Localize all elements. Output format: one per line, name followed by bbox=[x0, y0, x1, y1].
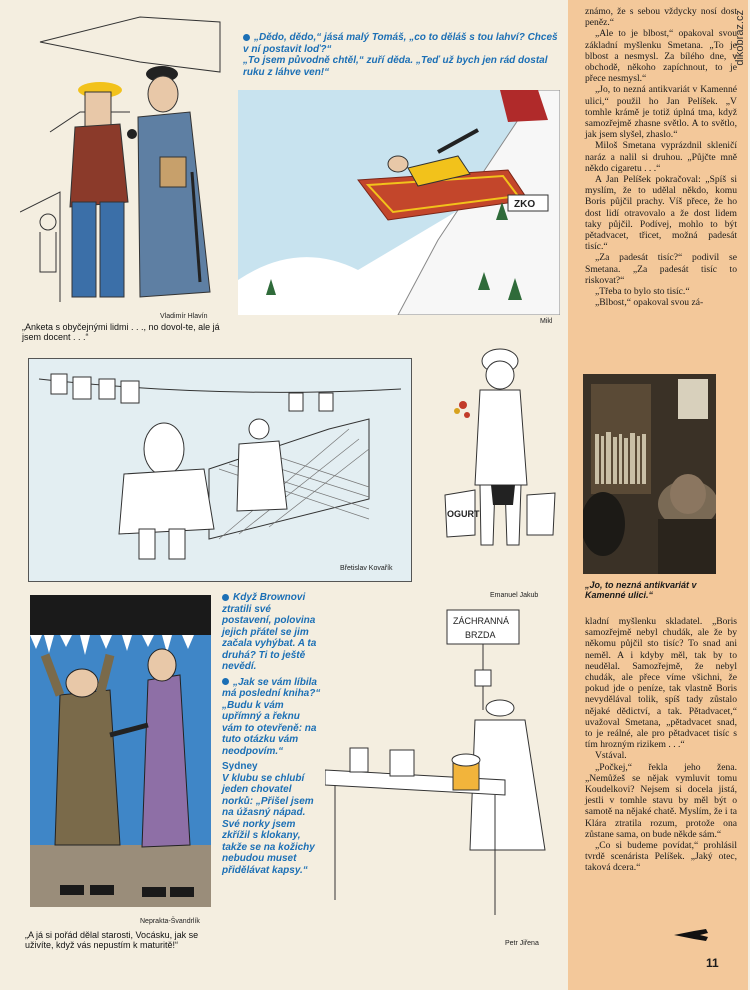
jokes-column bbox=[222, 592, 322, 876]
top-joke-caption bbox=[243, 32, 563, 78]
joke-book: „Jak se vám líbila má poslední kniha?“ „Budu k vám upřímný a řeknu vám to otevřeně: na tuto otázku vám neodpovím.“ bbox=[222, 676, 321, 757]
story-text-top bbox=[585, 6, 737, 308]
cartoon-emergency-brake bbox=[325, 600, 565, 930]
story-paragraph: A Jan Pelíšek pokračoval: „Spíš si myslím, že to udělal někdo, komu Boris půjčil prachy. Víš přece, že ho dost lidí otravovalo a že dost lidem taky půjčil. Podívej, mohlo to být pětadvacet, třicet, možná padesát tisíc.“ bbox=[585, 174, 737, 253]
bullet-icon bbox=[222, 594, 229, 601]
yogurt-bag-label: OGURT bbox=[447, 509, 480, 519]
cartoon-robbery bbox=[30, 595, 211, 907]
credit-hlavin: Vladimír Hlavín bbox=[160, 313, 208, 320]
joke-line: „To jsem původně chtěl,“ zuří děda. „Teď už bych jen rád dostal ruku z láhve ven!“ bbox=[243, 55, 548, 78]
bullet-icon bbox=[243, 34, 250, 41]
cartoon-interview bbox=[20, 12, 230, 312]
story-paragraph: Vstával. bbox=[595, 750, 627, 762]
story-paragraph: „Počkej,“ řekla jeho žena. „Nemůžeš se nějak vymluvit tomu Koudelkovi? Nejsem si docela jistá, jestli v tomhle stavu by měl být o samotě na nějaké chatě. Myslím, že i ta Klára ztratila rozum, protože ona zůstane sama, on bude někde sám.“ bbox=[585, 761, 737, 840]
cartoon-laundry bbox=[28, 358, 412, 582]
cartoon-shopper bbox=[435, 345, 565, 577]
joke-heading-sydney: Sydney bbox=[222, 761, 258, 772]
story-paragraph: „Ale to je blbost,“ opakoval svou základní myšlenku Smetana. „To je blbost a nesmysl. Za bílého dne, v obchodě, někoho zapíchnout, to je přece nesmysl.“ bbox=[585, 28, 737, 85]
credit-mikl: Mikl bbox=[540, 318, 553, 325]
credit-jirena: Petr Jiřena bbox=[505, 940, 539, 947]
story-text-bottom bbox=[585, 616, 737, 874]
cartoon-interview-caption: „Anketa s obyčejnými lidmi . . ., no dovol-te, ale já jsem docent . . .“ bbox=[22, 322, 220, 342]
carpet-sign: ZKO bbox=[514, 199, 536, 210]
bullet-icon bbox=[222, 678, 229, 685]
brake-sign-line1: ZÁCHRANNÁ bbox=[453, 616, 510, 626]
story-paragraph: „Za padesát tisíc?“ podivil se Smetana. „Za padesát tisíc to riskovat?“ bbox=[585, 252, 737, 286]
story-photo bbox=[583, 374, 716, 574]
credit-kovarik: Břetislav Kovařík bbox=[340, 565, 393, 572]
story-paragraph: „Blbost,“ opakoval svou zá- bbox=[595, 297, 704, 309]
story-paragraph: Miloš Smetana vyprázdnil skleničí naráz a nalil si druhou. „Půjčte mně někdo cigaretu . . .“ bbox=[585, 140, 737, 174]
cartoon-flying-carpet bbox=[238, 90, 560, 315]
cartoon-robbery-caption: „A já si pořád dělal starosti, Vocásku, jak se uživíte, když vás nepustím k maturitě!“ bbox=[25, 930, 199, 950]
photo-caption: „Jo, to nezná antikvariát v Kamenné ulici.“ bbox=[585, 580, 697, 600]
joke-brown: Když Brownovi ztratili své postavení, polovina jejich přátel se jim začala vyhýbat. A ta druhá? Ti to ještě nevědí. bbox=[222, 592, 317, 672]
credit-jakub: Emanuel Jakub bbox=[490, 592, 539, 599]
joke-minks: V klubu se chlubí jeden chovatel norků: „Přišel jsem na úžasný nápad. Své norky jsem zkřížil s klokany, takže se na kožichy nebudou muset přidělávat kapsy.“ bbox=[222, 772, 315, 876]
story-paragraph: „Třeba to bylo sto tisíc.“ bbox=[595, 286, 690, 298]
site-watermark: dikobraz.cz bbox=[734, 10, 746, 66]
credit-neprakta: Neprakta-Švandrlík bbox=[140, 918, 200, 925]
story-paragraph: „Co si budeme povídat,“ prohlásil tvrdě scenárista Pelíšek. „Jaký otec, taková dcera.“ bbox=[585, 840, 737, 874]
story-paragraph: „Jo, to nezná antikvariát v Kamenné ulici,“ použil ho Jan Pelíšek. „V tomhle krámě je totiž úplná tma, když samozřejmě zhasne světlo. A to světlo, jak jsem slyšel, zhaslo.“ bbox=[585, 84, 737, 141]
joke-line: „Dědo, dědo,“ jásá malý Tomáš, „co to děláš s tou lahví? Chceš v ní postavit loď?“ bbox=[243, 32, 558, 55]
continue-hand-icon bbox=[672, 925, 712, 945]
story-paragraph: známo, že s sebou vždycky nosí dost peněz.“ bbox=[585, 6, 737, 29]
brake-sign-line2: BRZDA bbox=[465, 630, 496, 640]
page-number: 11 bbox=[706, 956, 719, 970]
story-paragraph: kladní myšlenku skladatel. „Boris samozřejmě nebyl chudák, ale že by někomu půjčil sto tisíc? To snad ani neměl. A i kdyby měl, tak by to neudělal. Samozřejmě, že nebyl chudák, ale přece víme všichni, že pokud jde o peníze, tak vlastně Boris nevydělával tolik, spíš tady zůstalo nějaké dědictví, a tak. Pětadvacet,“ uvažoval Smetana, „pětadvacet snad, to je reálné, ale pro pětadvacet tisíc s tím hrozným rizikem . . .“ bbox=[585, 616, 737, 751]
